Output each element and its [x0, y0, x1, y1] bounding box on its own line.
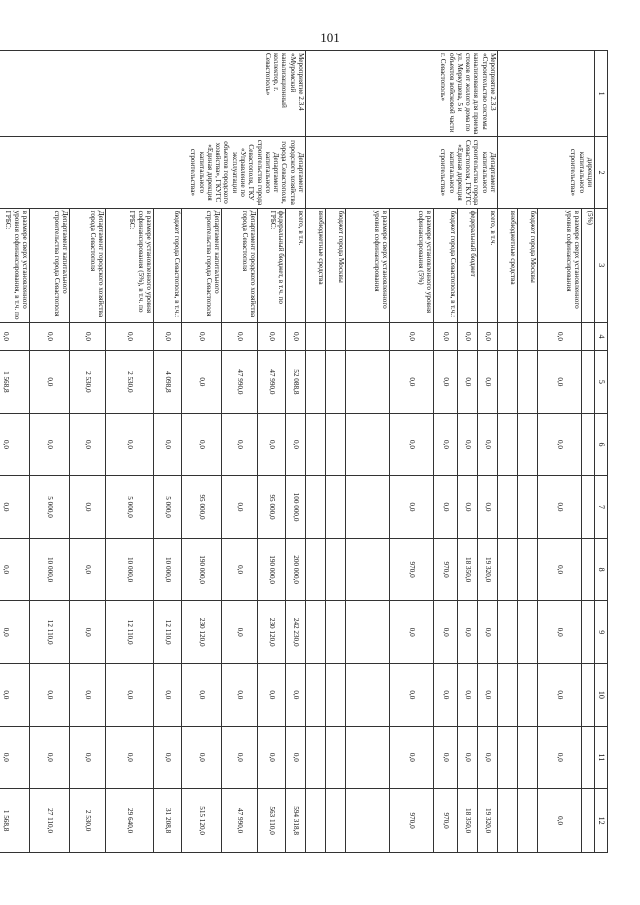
header-cell: 3	[595, 208, 608, 322]
value-cell	[498, 322, 518, 350]
table-row	[478, 51, 498, 853]
value-cell: 515 120,0	[182, 789, 222, 853]
budget-table	[0, 50, 608, 853]
value-cell	[582, 538, 595, 601]
value-cell: 0,0	[70, 322, 106, 350]
value-cell: 190 000,0	[182, 538, 222, 601]
value-cell: 0,0	[0, 664, 30, 727]
value-cell: 0,0	[390, 351, 434, 414]
value-cell: 0,0	[0, 726, 30, 789]
value-cell: 18 350,0	[458, 538, 478, 601]
funding-source-cell: всего, в т.ч.	[286, 208, 306, 322]
funding-source-cell: бюджет города Москвы	[518, 208, 538, 322]
value-cell: 230 120,0	[258, 601, 286, 664]
value-cell	[306, 476, 326, 539]
value-cell: 0,0	[258, 726, 286, 789]
value-cell: 0,0	[286, 726, 306, 789]
funding-source-cell: Департамент капитального строительства города Севастополя	[30, 208, 70, 322]
rotated-table-wrapper	[1, 50, 608, 853]
value-cell: 970,0	[390, 789, 434, 853]
value-cell	[518, 351, 538, 414]
value-cell: 0,0	[222, 476, 258, 539]
funding-source-cell: бюджет города Москвы	[326, 208, 346, 322]
value-cell	[346, 413, 390, 476]
value-cell: 0,0	[538, 413, 582, 476]
table-row	[582, 51, 595, 853]
value-cell: 0,0	[478, 601, 498, 664]
value-cell: 0,0	[154, 413, 182, 476]
value-cell: 19 320,0	[478, 538, 498, 601]
funding-source-cell: в размере сверх установленного уровня софинансирования, в т.ч. по ГРБС:	[0, 208, 30, 322]
header-cell: 8	[595, 538, 608, 601]
value-cell: 190 000,0	[258, 538, 286, 601]
value-cell: 0,0	[70, 726, 106, 789]
value-cell: 0,0	[434, 601, 458, 664]
value-cell: 0,0	[538, 726, 582, 789]
value-cell	[326, 351, 346, 414]
value-cell: 0,0	[434, 413, 458, 476]
value-cell: 0,0	[434, 476, 458, 539]
funding-source-cell: в размере установленного уровня софинансирования (5%), в т.ч. по ГРБС:	[106, 208, 154, 322]
value-cell: 0,0	[538, 664, 582, 727]
value-cell: 970,0	[434, 789, 458, 853]
value-cell: 0,0	[222, 322, 258, 350]
value-cell: 0,0	[222, 538, 258, 601]
value-cell: 2 530,0	[70, 789, 106, 853]
value-cell: 0,0	[70, 664, 106, 727]
header-cell: 9	[595, 601, 608, 664]
value-cell: 0,0	[538, 601, 582, 664]
value-cell: 0,0	[478, 726, 498, 789]
value-cell	[582, 664, 595, 727]
value-cell: 1 568,8	[0, 789, 30, 853]
value-cell: 0,0	[0, 538, 30, 601]
value-cell: 12 110,0	[30, 601, 70, 664]
value-cell	[582, 413, 595, 476]
measure-name-cell: Мероприятие 2.3.4 «Муромский канализационный коллектор, г. Севастополь»	[0, 51, 306, 137]
value-cell: 0,0	[222, 664, 258, 727]
value-cell	[498, 413, 518, 476]
value-cell	[326, 601, 346, 664]
value-cell: 0,0	[222, 726, 258, 789]
value-cell	[518, 322, 538, 350]
value-cell: 0,0	[390, 476, 434, 539]
value-cell	[498, 601, 518, 664]
value-cell: 0,0	[286, 322, 306, 350]
value-cell: 0,0	[30, 413, 70, 476]
value-cell: 0,0	[182, 726, 222, 789]
responsible-cell: дирекции капитального строительства»	[498, 137, 595, 208]
header-cell: 1	[595, 51, 608, 137]
value-cell: 0,0	[390, 413, 434, 476]
value-cell: 0,0	[154, 726, 182, 789]
funding-source-cell: внебюджетные средства	[498, 208, 518, 322]
value-cell	[346, 476, 390, 539]
value-cell: 0,0	[30, 726, 70, 789]
value-cell: 27 110,0	[30, 789, 70, 853]
value-cell	[326, 726, 346, 789]
value-cell: 594 318,8	[286, 789, 306, 853]
value-cell: 0,0	[182, 351, 222, 414]
value-cell: 0,0	[434, 726, 458, 789]
value-cell: 10 000,0	[30, 538, 70, 601]
responsible-cell: Департамент капитального строительства города Севастополя, ГКУГС «Единая дирекция капитального строительства»	[306, 137, 498, 208]
value-cell: 0,0	[390, 726, 434, 789]
value-cell	[582, 322, 595, 350]
header-cell: 5	[595, 351, 608, 414]
value-cell: 0,0	[390, 601, 434, 664]
value-cell: 0,0	[182, 413, 222, 476]
value-cell	[498, 476, 518, 539]
funding-source-cell: в размере установленного уровня софинансирования (5%)	[390, 208, 434, 322]
value-cell: 0,0	[154, 664, 182, 727]
value-cell: 0,0	[30, 351, 70, 414]
value-cell	[498, 538, 518, 601]
value-cell: 47 990,0	[258, 351, 286, 414]
value-cell: 242 230,0	[286, 601, 306, 664]
value-cell: 5 000,0	[30, 476, 70, 539]
header-cell: 6	[595, 413, 608, 476]
value-cell: 0,0	[0, 476, 30, 539]
value-cell: 52 088,8	[286, 351, 306, 414]
value-cell: 0,0	[106, 322, 154, 350]
value-cell: 0,0	[478, 476, 498, 539]
value-cell: 1 568,8	[0, 351, 30, 414]
value-cell: 31 208,8	[154, 789, 182, 853]
value-cell	[306, 789, 326, 853]
header-cell: 12	[595, 789, 608, 853]
funding-source-cell: бюджет города Севастополя, в т.ч.:	[434, 208, 458, 322]
value-cell: 970,0	[434, 538, 458, 601]
value-cell: 0,0	[286, 413, 306, 476]
value-cell: 0,0	[70, 601, 106, 664]
value-cell: 10 000,0	[154, 538, 182, 601]
measure-name-cell: Мероприятие 2.3.3 «Строительство системы канализования для приема стоков от жилого дома по ул. Меркушева, 5 и объектов войсковой части г. Севастополь»	[306, 51, 498, 137]
value-cell	[326, 322, 346, 350]
value-cell: 0,0	[106, 726, 154, 789]
value-cell	[346, 322, 390, 350]
value-cell: 0,0	[30, 664, 70, 727]
value-cell	[518, 726, 538, 789]
value-cell: 2 530,0	[106, 351, 154, 414]
funding-source-cell: в размере сверх установленного уровня софинансирования	[346, 208, 390, 322]
table-frame	[1, 50, 608, 853]
value-cell: 95 000,0	[182, 476, 222, 539]
value-cell	[326, 789, 346, 853]
value-cell: 0,0	[478, 322, 498, 350]
funding-source-cell: Департамент городского хозяйства города Севастополя	[70, 208, 106, 322]
value-cell: 95 000,0	[258, 476, 286, 539]
page-number: 101	[320, 30, 340, 45]
value-cell: 0,0	[390, 322, 434, 350]
value-cell: 0,0	[538, 789, 582, 853]
header-cell: 4	[595, 322, 608, 350]
value-cell: 0,0	[458, 601, 478, 664]
value-cell	[306, 351, 326, 414]
responsible-cell: Департамент городского хозяйства города Севастополя, Департамент капитального строительства города Севастополя, ГКУ «Управление по эксплуатации объектов городского хозяйства», ГКУГС «Единая дирекция капитального строительства»	[0, 137, 306, 208]
funding-source-cell: федеральный бюджет, в т.ч. по ГРБС:	[258, 208, 286, 322]
value-cell: 0,0	[434, 664, 458, 727]
value-cell: 0,0	[458, 664, 478, 727]
value-cell: 0,0	[458, 476, 478, 539]
value-cell	[306, 601, 326, 664]
value-cell	[518, 789, 538, 853]
funding-source-cell: федеральный бюджет	[458, 208, 478, 322]
value-cell: 0,0	[458, 726, 478, 789]
value-cell: 0,0	[538, 476, 582, 539]
value-cell: 0,0	[434, 322, 458, 350]
value-cell	[582, 351, 595, 414]
value-cell: 0,0	[106, 413, 154, 476]
value-cell	[518, 538, 538, 601]
value-cell: 0,0	[538, 322, 582, 350]
value-cell: 0,0	[390, 664, 434, 727]
value-cell	[306, 413, 326, 476]
value-cell: 18 350,0	[458, 789, 478, 853]
value-cell: 100 000,0	[286, 476, 306, 539]
value-cell: 47 990,0	[222, 789, 258, 853]
value-cell: 0,0	[258, 664, 286, 727]
funding-source-cell: Департамент городского хозяйства города Севастополя	[222, 208, 258, 322]
value-cell: 0,0	[258, 413, 286, 476]
funding-source-cell: в размере сверх установленного уровня софинансирования	[538, 208, 582, 322]
header-cell: 7	[595, 476, 608, 539]
value-cell: 12 110,0	[154, 601, 182, 664]
value-cell: 0,0	[182, 322, 222, 350]
value-cell: 0,0	[106, 664, 154, 727]
value-cell: 19 320,0	[478, 789, 498, 853]
value-cell	[346, 601, 390, 664]
value-cell: 2 530,0	[70, 351, 106, 414]
value-cell	[326, 664, 346, 727]
value-cell	[582, 601, 595, 664]
value-cell: 0,0	[538, 538, 582, 601]
value-cell	[582, 726, 595, 789]
value-cell: 0,0	[286, 664, 306, 727]
value-cell: 0,0	[222, 413, 258, 476]
value-cell: 0,0	[478, 413, 498, 476]
value-cell	[346, 351, 390, 414]
value-cell: 0,0	[70, 476, 106, 539]
value-cell: 4 098,8	[154, 351, 182, 414]
funding-source-cell: внебюджетные средства	[306, 208, 326, 322]
value-cell: 0,0	[478, 351, 498, 414]
value-cell	[306, 726, 326, 789]
value-cell	[306, 538, 326, 601]
value-cell: 0,0	[182, 664, 222, 727]
value-cell: 5 000,0	[106, 476, 154, 539]
value-cell: 0,0	[70, 413, 106, 476]
value-cell: 29 640,0	[106, 789, 154, 853]
value-cell: 0,0	[458, 351, 478, 414]
funding-source-cell: (5%)	[582, 208, 595, 322]
value-cell	[326, 413, 346, 476]
value-cell: 0,0	[154, 322, 182, 350]
value-cell	[498, 664, 518, 727]
value-cell	[582, 476, 595, 539]
value-cell: 0,0	[538, 351, 582, 414]
table-row	[286, 51, 306, 853]
funding-source-cell: бюджет города Севастополя, в т.ч.:	[154, 208, 182, 322]
value-cell: 47 990,0	[222, 351, 258, 414]
value-cell: 0,0	[70, 538, 106, 601]
value-cell	[346, 789, 390, 853]
value-cell: 0,0	[0, 413, 30, 476]
value-cell: 0,0	[478, 664, 498, 727]
value-cell	[518, 413, 538, 476]
value-cell	[518, 476, 538, 539]
value-cell: 0,0	[0, 322, 30, 350]
header-cell: 2	[595, 137, 608, 208]
value-cell: 10 000,0	[106, 538, 154, 601]
value-cell	[518, 601, 538, 664]
value-cell	[346, 538, 390, 601]
value-cell: 200 000,0	[286, 538, 306, 601]
value-cell: 563 110,0	[258, 789, 286, 853]
value-cell	[326, 476, 346, 539]
funding-source-cell: всего, в т.ч.	[478, 208, 498, 322]
value-cell	[582, 789, 595, 853]
funding-source-cell: Департамент капитального строительства города Севастополя	[182, 208, 222, 322]
value-cell	[346, 664, 390, 727]
value-cell: 0,0	[258, 322, 286, 350]
header-cell: 10	[595, 664, 608, 727]
value-cell	[326, 538, 346, 601]
value-cell: 12 110,0	[106, 601, 154, 664]
header-cell: 11	[595, 726, 608, 789]
value-cell: 0,0	[458, 322, 478, 350]
value-cell	[498, 726, 518, 789]
value-cell: 0,0	[434, 351, 458, 414]
measure-name-cell	[498, 51, 595, 137]
table-body	[0, 51, 595, 853]
value-cell	[498, 351, 518, 414]
value-cell	[518, 664, 538, 727]
value-cell	[306, 664, 326, 727]
value-cell	[346, 726, 390, 789]
value-cell	[498, 789, 518, 853]
value-cell: 970,0	[390, 538, 434, 601]
value-cell: 0,0	[458, 413, 478, 476]
value-cell	[306, 322, 326, 350]
header-row	[595, 51, 608, 853]
value-cell: 0,0	[30, 322, 70, 350]
value-cell: 5 000,0	[154, 476, 182, 539]
value-cell: 0,0	[222, 601, 258, 664]
value-cell: 0,0	[0, 601, 30, 664]
value-cell: 230 120,0	[182, 601, 222, 664]
